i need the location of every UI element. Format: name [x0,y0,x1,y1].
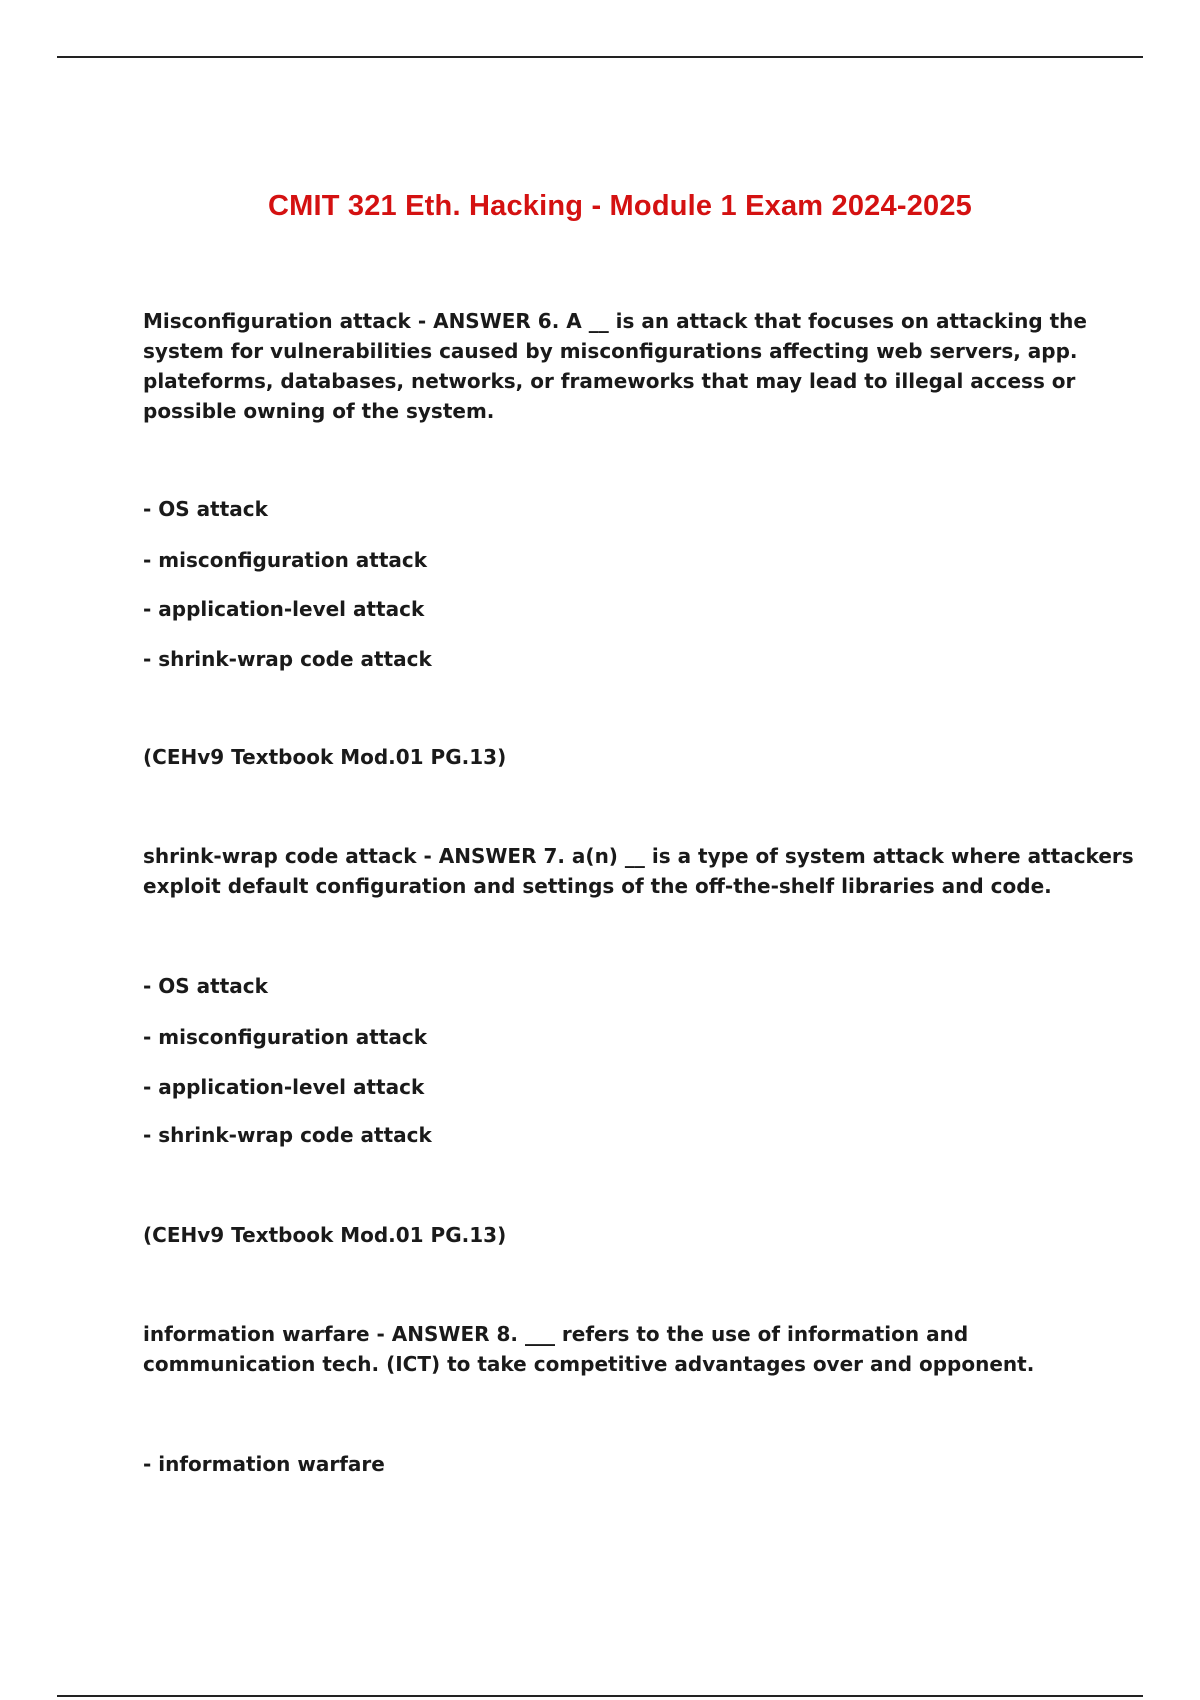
question-line: shrink-wrap code attack - ANSWER 7. a(n) __ is a type of system attack where attackers [143,844,1134,868]
question-6-option: - shrink-wrap code attack [143,647,432,671]
question-line: plateforms, databases, networks, or frameworks that may lead to illegal access or [143,369,1076,393]
question-line: possible owning of the system. [143,399,495,423]
document-title: CMIT 321 Eth. Hacking - Module 1 Exam 2024-2025 [267,190,973,222]
question-6-text [143,306,1103,426]
question-6-option: - application-level attack [143,597,425,621]
question-7-option: - misconfiguration attack [143,1025,428,1049]
footer-rule [57,1695,1143,1697]
question-line: communication tech. (ICT) to take competitive advantages over and opponent. [143,1352,1035,1376]
question-line: information warfare - ANSWER 8. ___ refers to the use of information and [143,1322,969,1346]
question-6-option: - OS attack [143,497,268,521]
question-7-option: - OS attack [143,974,268,998]
question-6-option: - misconfiguration attack [143,548,428,572]
question-7-option: - application-level attack [143,1075,425,1099]
question-line: exploit default configuration and settings of the off-the-shelf libraries and code. [143,874,1052,898]
question-7-reference: (CEHv9 Textbook Mod.01 PG.13) [143,1223,507,1247]
question-8-text [143,1319,1103,1379]
question-8-option: - information warfare [143,1452,385,1476]
header-rule [57,56,1143,58]
question-line: system for vulnerabilities caused by misconfigurations affecting web servers, app. [143,339,1078,363]
question-6-reference: (CEHv9 Textbook Mod.01 PG.13) [143,745,507,769]
question-7-option: - shrink-wrap code attack [143,1123,432,1147]
question-line: Misconfiguration attack - ANSWER 6. A __ is an attack that focuses on attacking the [143,309,1087,333]
question-7-text [143,841,1134,901]
